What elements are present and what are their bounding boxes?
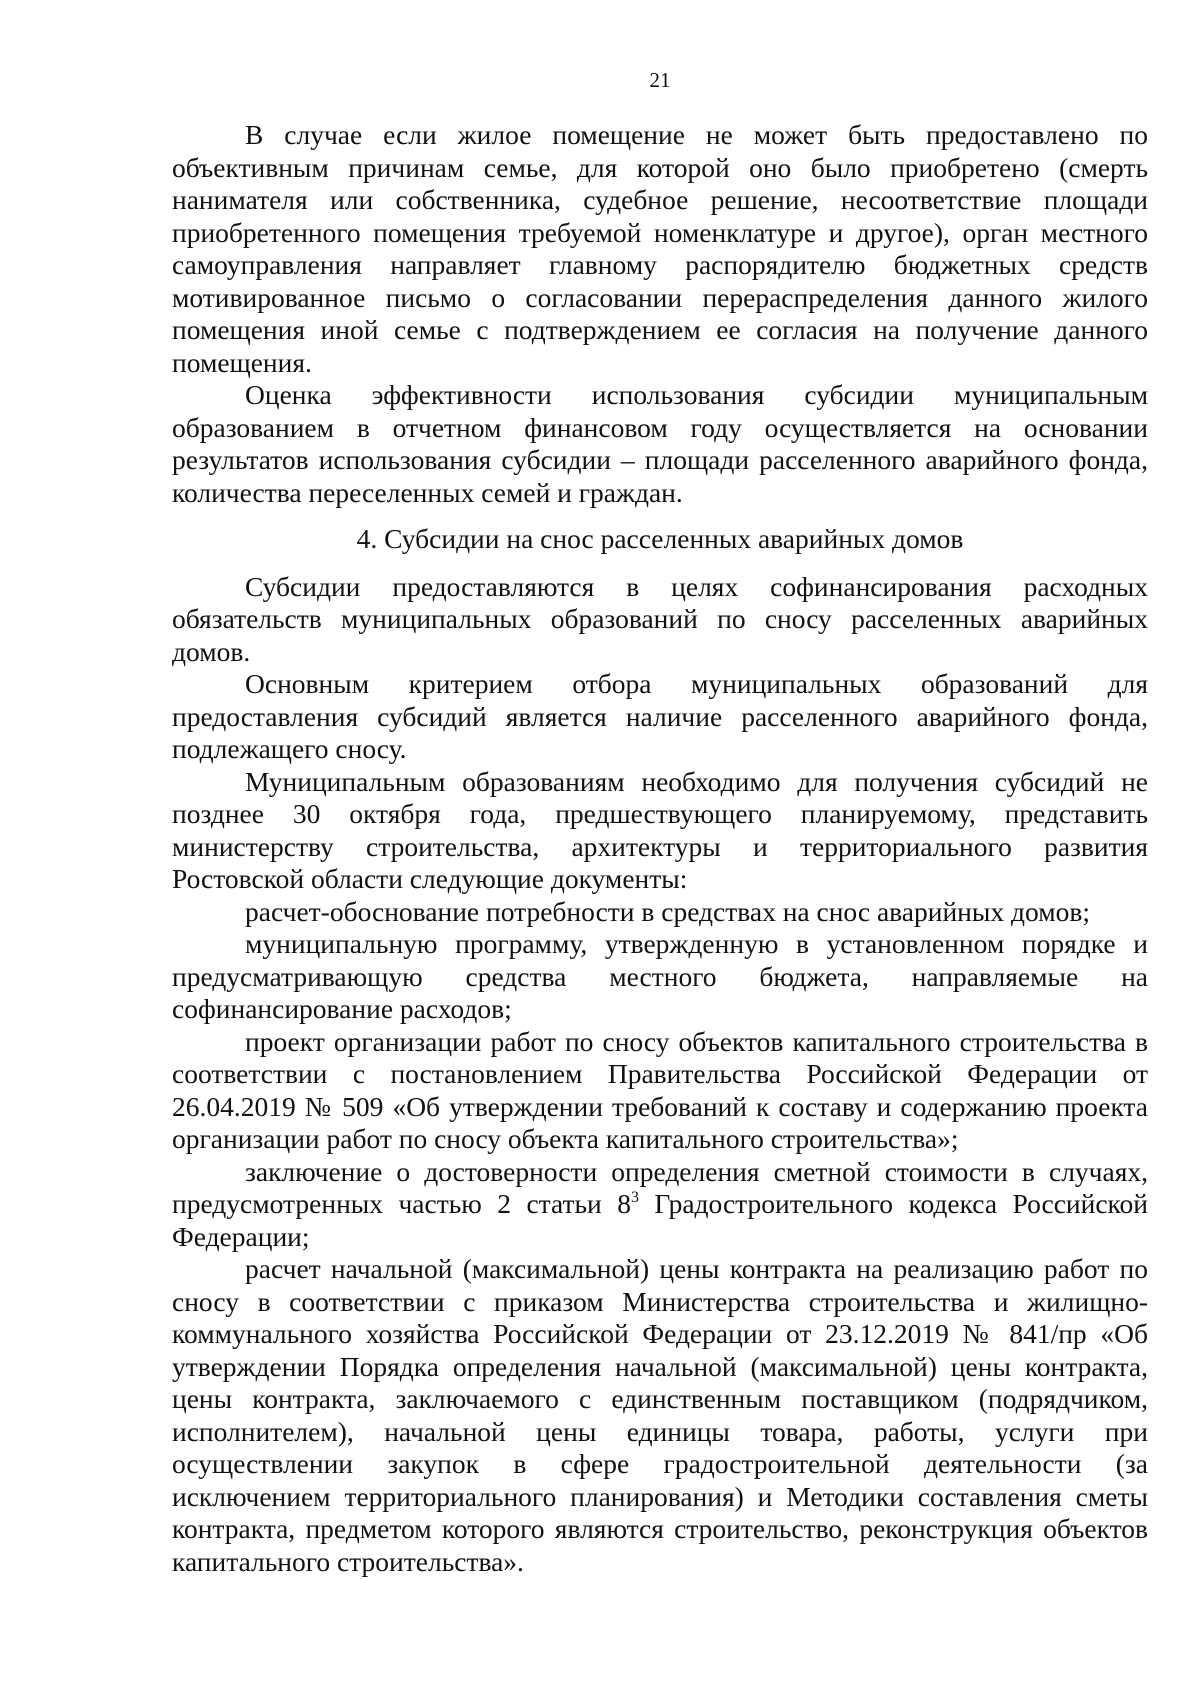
paragraph-required-documents: Муниципальным образованиям необходимо для получения субсидий не позднее 30 октября года, предшествующего планируемому, представить министерству строительства, архитектуры и территориального развития Ростовской области следующие документы: bbox=[172, 765, 1148, 894]
paragraph-reallocation: В случае если жилое помещение не может быть предоставлено по объективным причинам семье, для которой оно было приобретено (смерть нанимателя или собственника, судебное решение, несоответствие площади приобретенного помещения требуемой номенклатуре и другое), орган местного самоуправления направляет главному распорядителю бюджетных средств мотивированное письмо о согласовании перераспределения данного жилого помещения иной семье с подтверждением ее согласия на получение данного помещения. bbox=[172, 119, 1148, 378]
section-heading: 4. Субсидии на снос расселенных аварийных домов bbox=[356, 523, 964, 554]
list-item-contract-price: расчет начальной (максимальной) цены контракта на реализацию работ по сносу в соответствии с приказом Министерства строительства и жилищно-коммунального хозяйства Российской Федерации от 23.12.2019 № 841/пр «Об утверждении Порядка определения начальной (максимальной) цены контракта, цены контракта, заключаемого с единственным поставщиком (подрядчиком, исполнителем), начальной цены единицы товара, работы, услуги при осуществлении закупок в сфере градостроительной деятельности (за исключением территориального планирования) и Методики составления сметы контракта, предметом которого являются строительство, реконструкция объектов капитального строительства». bbox=[172, 1253, 1148, 1577]
paragraph-selection-criterion: Основным критерием отбора муниципальных образований для предоставления субсидий является наличие расселенного аварийного фонда, подлежащего сносу. bbox=[172, 668, 1148, 764]
list-item-municipal-program: муниципальную программу, утвержденную в установленном порядке и предусматривающую средства местного бюджета, направляемые на софинансирование расходов; bbox=[172, 928, 1148, 1024]
article-superscript: 3 bbox=[630, 1189, 639, 1206]
list-item-estimate-conclusion bbox=[172, 1156, 1148, 1254]
conclusion-text-before: заключение о достоверности определения сметной стоимости в случаях, предусмотренных частью 2 статьи 8 bbox=[172, 1155, 1148, 1219]
paragraph-efficiency-evaluation: Оценка эффективности использования субсидии муниципальным образованием в отчетном финансовом году осуществляется на основании результатов использования субсидии – площади расселенного аварийного фонда, количества переселенных семей и граждан. bbox=[172, 379, 1148, 508]
list-item-demolition-project: проект организации работ по сносу объектов капитального строительства в соответствии с постановлением Правительства Российской Федерации от 26.04.2019 № 509 «Об утверждении требований к составу и содержанию проекта организации работ по сносу объекта капитального строительства»; bbox=[172, 1025, 1148, 1154]
page-number: 21 bbox=[649, 68, 671, 92]
conclusion-text-after: Градостроительного кодекса Российской Федерации; bbox=[172, 1188, 1148, 1252]
list-item-cost-calculation: расчет-обоснование потребности в средствах на снос аварийных домов; bbox=[245, 895, 1090, 927]
paragraph-subsidy-purpose: Субсидии предоставляются в целях софинансирования расходных обязательств муниципальных образований по сносу расселенных аварийных домов. bbox=[172, 570, 1148, 667]
document-body bbox=[172, 119, 1148, 1578]
